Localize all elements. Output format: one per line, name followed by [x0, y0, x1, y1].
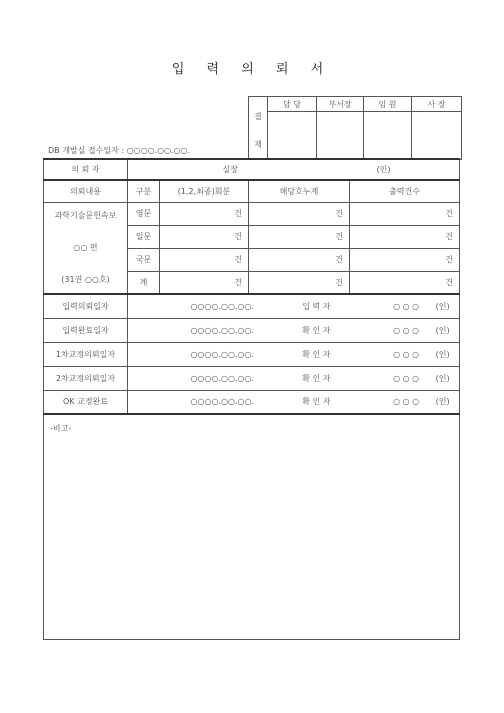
seal-mark: (인): [435, 397, 450, 407]
seal-mark: (인): [435, 325, 450, 335]
document-title: 입 력 의 뢰 서: [171, 62, 333, 77]
date-row-label: 2차교정의뢰일자: [44, 366, 128, 390]
date-value: ○○○○.○○.○○.: [190, 397, 254, 407]
date-row-field[interactable]: [128, 390, 460, 414]
sign-box-executive[interactable]: [364, 112, 412, 160]
role-label: 확 인 자: [302, 397, 331, 407]
receipt-date: DB 개발실 접수일자 : ○○○○.○○.○○.: [48, 146, 191, 155]
person-name: ○ ○ ○: [393, 325, 420, 335]
total-count-cell[interactable]: 건: [249, 225, 350, 248]
seal-mark: (인): [435, 349, 450, 359]
col-header-type: 구분: [128, 180, 160, 202]
requester-seal: (인): [376, 165, 391, 174]
publication-name: 과학기술문헌속보: [54, 210, 117, 220]
issue-count-cell[interactable]: 건: [160, 271, 249, 294]
requester-dept: 실장: [222, 165, 238, 174]
date-value: ○○○○.○○.○○.: [190, 349, 254, 359]
output-count-cell[interactable]: 건: [350, 271, 460, 294]
sign-box-president[interactable]: [412, 112, 462, 160]
role-label: 확 인 자: [302, 373, 331, 383]
person-name: ○ ○ ○: [393, 349, 420, 359]
date-value: ○○○○.○○.○○.: [190, 373, 254, 383]
total-count-cell[interactable]: 건: [249, 202, 350, 225]
output-count-cell[interactable]: 건: [350, 248, 460, 271]
content-label: 의뢰내용: [44, 180, 128, 202]
requester-label: 의 뢰 자: [44, 159, 128, 180]
publication-volume: (31권 ○○호): [61, 274, 110, 284]
col-header-issue: (1,2,최종)회분: [160, 180, 249, 202]
role-label: 확 인 자: [302, 349, 331, 359]
date-row-label: 입력의뢰일자: [44, 294, 128, 318]
sign-box-dept-head[interactable]: [317, 112, 364, 160]
issue-count-cell[interactable]: 건: [160, 202, 249, 225]
date-row-field[interactable]: [128, 342, 460, 366]
approval-box: [248, 96, 462, 160]
seal-mark: (인): [435, 373, 450, 383]
issue-count-cell[interactable]: 건: [160, 225, 249, 248]
approval-side-label: 결 재: [249, 97, 268, 160]
row-type: 일문: [128, 225, 160, 248]
row-type: 국문: [128, 248, 160, 271]
row-type: 영문: [128, 202, 160, 225]
sign-box-manager[interactable]: [268, 112, 317, 160]
seal-mark: (인): [435, 301, 450, 311]
col-header-output: 출력건수: [350, 180, 460, 202]
total-count-cell[interactable]: 건: [249, 248, 350, 271]
approval-header-president: 사 장: [412, 97, 462, 112]
date-row-field[interactable]: [128, 366, 460, 390]
approval-header-executive: 임 원: [364, 97, 412, 112]
output-count-cell[interactable]: 건: [350, 225, 460, 248]
person-name: ○ ○ ○: [393, 301, 420, 311]
note-area[interactable]: [44, 414, 460, 639]
date-value: ○○○○.○○.○○.: [190, 301, 254, 311]
approval-header-dept-head: 부서장: [317, 97, 364, 112]
request-form-table: [43, 158, 460, 640]
note-label: -비고-: [50, 424, 72, 433]
date-row-field[interactable]: [128, 318, 460, 342]
date-row-label: 입력완료일자: [44, 318, 128, 342]
publication-edition: ○○ 편: [73, 242, 98, 252]
person-name: ○ ○ ○: [393, 373, 420, 383]
issue-count-cell[interactable]: 건: [160, 248, 249, 271]
role-label: 확 인 자: [302, 325, 331, 335]
output-count-cell[interactable]: 건: [350, 202, 460, 225]
requester-field[interactable]: [128, 159, 460, 180]
person-name: ○ ○ ○: [393, 397, 420, 407]
date-row-label: 1차교정의뢰일자: [44, 342, 128, 366]
approval-header-manager: 담 당: [268, 97, 317, 112]
total-count-cell[interactable]: 건: [249, 271, 350, 294]
date-row-field[interactable]: [128, 294, 460, 318]
role-label: 입 력 자: [302, 301, 331, 311]
date-row-label: OK 교정완료: [44, 390, 128, 414]
row-type: 계: [128, 271, 160, 294]
publication-cell: [44, 202, 128, 294]
col-header-total: 해당호누계: [249, 180, 350, 202]
date-value: ○○○○.○○.○○.: [190, 325, 254, 335]
